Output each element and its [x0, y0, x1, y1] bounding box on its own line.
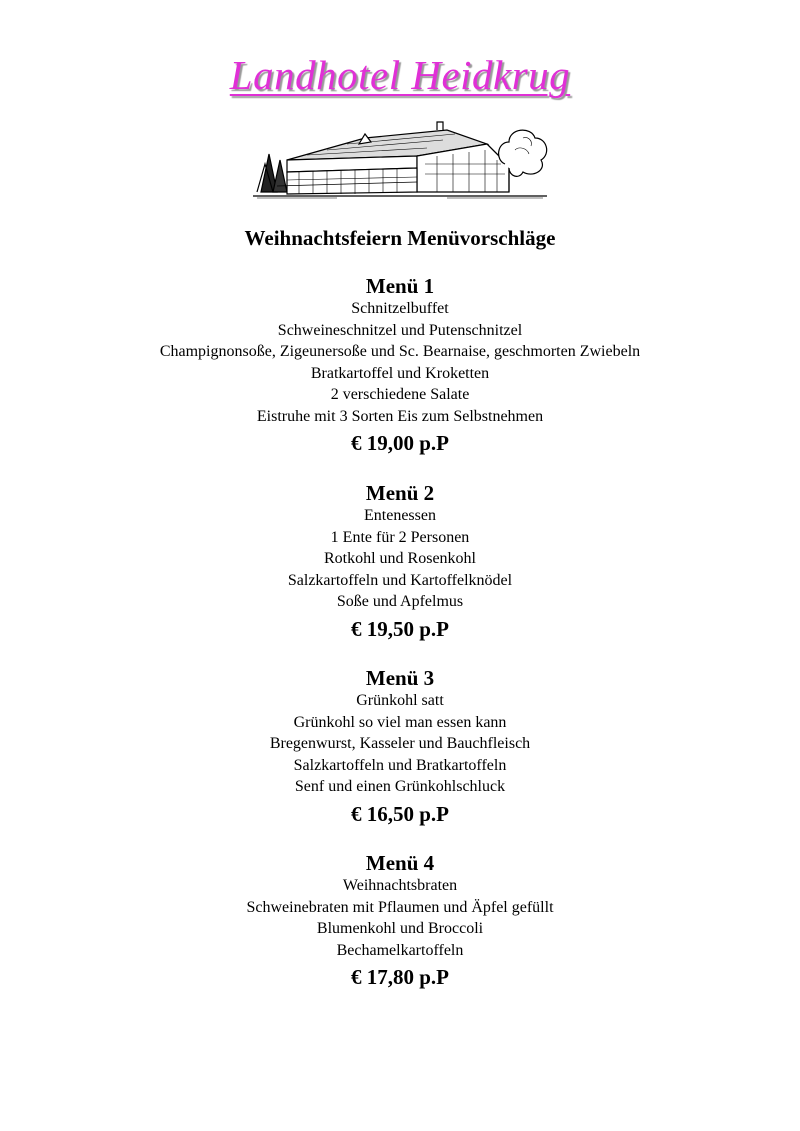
menu-block	[0, 851, 800, 991]
menu-title: Menü 2	[365, 481, 435, 505]
menu-item-line: Salzkartoffeln und Bratkartoffeln	[293, 756, 507, 774]
menu-item-line: Bratkartoffel und Kroketten	[310, 364, 490, 382]
menu-item-line: Eistruhe mit 3 Sorten Eis zum Selbstnehmen	[256, 407, 544, 425]
menu-item-line: Schweineschnitzel und Putenschnitzel	[277, 321, 523, 339]
menu-item-line: Champignonsoße, Zigeunersoße und Sc. Bearnaise, geschmorten Zwiebeln	[159, 343, 641, 360]
menu-headline: Weihnachtsfeiern Menüvorschläge	[244, 226, 556, 250]
menu-item-line: 2 verschiedene Salate	[330, 386, 470, 403]
menu-item-line: Salzkartoffeln und Kartoffelknödel	[287, 571, 513, 589]
menu-price: € 17,80 p.P	[350, 965, 449, 989]
menu-item-line: Grünkohl so viel man essen kann	[293, 713, 507, 731]
menu-block	[0, 666, 800, 828]
menu-block	[0, 481, 800, 643]
menu-block	[0, 274, 800, 457]
hotel-name-title: Landhotel Heidkrug	[229, 52, 571, 98]
menu-item-line: Senf und einen Grünkohlschluck	[294, 778, 506, 795]
menu-item-line: 1 Ente für 2 Personen	[330, 528, 470, 546]
menu-item-line: Entenessen	[364, 507, 436, 524]
menu-title: Menü 3	[365, 666, 435, 690]
menu-item-line: Grünkohl satt	[356, 692, 444, 709]
menu-price: € 19,50 p.P	[350, 616, 449, 641]
menu-price: € 19,00 p.P	[350, 431, 449, 455]
menu-item-line: Soße und Apfelmus	[336, 593, 464, 610]
menu-item-line: Blumenkohl und Broccoli	[316, 920, 484, 937]
menu-title: Menü 1	[365, 274, 435, 298]
menu-title: Menü 4	[365, 851, 435, 875]
hotel-building-illustration	[247, 120, 553, 200]
menu-item-line: Bechamelkartoffeln	[336, 941, 464, 959]
menu-item-line: Schweinebraten mit Pflaumen und Äpfel gefüllt	[246, 898, 554, 916]
menu-item-line: Bregenwurst, Kasseler und Bauchfleisch	[269, 735, 531, 752]
menu-item-line: Schnitzelbuffet	[351, 300, 449, 317]
menu-price: € 16,50 p.P	[350, 801, 449, 826]
menu-item-line: Rotkohl und Rosenkohl	[323, 550, 476, 567]
menu-item-line: Weihnachtsbraten	[342, 877, 458, 894]
